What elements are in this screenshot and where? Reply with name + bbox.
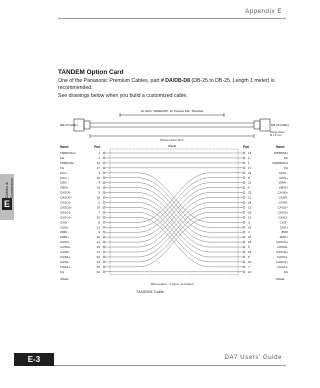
footer-rule xyxy=(54,365,286,366)
left-pin-name: ZMIN+ xyxy=(60,235,70,240)
left-pad-dot xyxy=(103,182,105,184)
right-pin-name: CKIN+ xyxy=(279,175,288,180)
left-pad-dot xyxy=(103,162,105,164)
left-pin-name: CASI0+ xyxy=(60,245,71,250)
footer-manual-title: DA7 Users' Guide xyxy=(224,355,282,361)
right-pad-dot xyxy=(243,187,245,189)
left-pin-name: CASO1- xyxy=(60,210,72,215)
right-pad-dot xyxy=(243,246,245,248)
left-pin-pad: 18 xyxy=(96,195,100,200)
right-pin-name: CASI1+ xyxy=(277,205,288,210)
right-pad-dot xyxy=(243,236,245,238)
left-pin-pad: 11 xyxy=(96,240,100,245)
left-pad-dot xyxy=(103,251,105,253)
right-pin-pad: 16 xyxy=(248,235,252,240)
right-pin-name: CASI1+ xyxy=(277,210,288,215)
left-pin-pad: 4 xyxy=(98,180,100,185)
left-pad-dot xyxy=(103,231,105,233)
left-pin-pad: 17 xyxy=(96,165,100,170)
right-pad-dot xyxy=(243,152,245,154)
right-pad-dot xyxy=(243,251,245,253)
right-pin-pad: 7 xyxy=(248,264,250,269)
left-pin-name: FG xyxy=(60,165,65,170)
left-pin-pad: 15 xyxy=(96,175,100,180)
left-pin-pad: 6 xyxy=(98,200,100,205)
right-pin-pad: 2 xyxy=(248,155,250,160)
right-pin-pad: 11 xyxy=(248,195,252,200)
right-pin-pad: 6 xyxy=(248,254,250,259)
left-pin-pad: 3 xyxy=(98,170,100,175)
right-pin-pad: 19 xyxy=(248,250,252,254)
left-pin-pad: 9 xyxy=(98,230,100,235)
left-pad-dot xyxy=(103,236,105,238)
right-pin-pad: 9 xyxy=(248,185,250,190)
wiring-rows xyxy=(60,149,289,275)
left-pin-pad: 5 xyxy=(98,190,100,195)
left-pad-dot xyxy=(103,266,105,268)
right-pin-name: FMIRFMLI xyxy=(273,151,288,155)
right-pad-dot xyxy=(243,261,245,263)
left-pad-dot xyxy=(103,216,105,218)
side-tab-letter: E xyxy=(3,199,10,209)
right-pad-dot xyxy=(243,206,245,208)
left-pin-pad: 24 xyxy=(96,254,100,259)
shield-right-label: Shield xyxy=(276,277,285,281)
right-pin-pad: 25 xyxy=(248,210,252,215)
left-pin-pad: 16 xyxy=(96,185,100,190)
left-pin-pad: 13 xyxy=(96,259,100,264)
right-connector-shape xyxy=(260,119,270,131)
left-pad-dot xyxy=(103,221,105,223)
left-pad-dot xyxy=(103,256,105,258)
left-pin-name: CKO - xyxy=(60,170,69,175)
left-pin-name: CASI0- xyxy=(60,240,70,245)
right-pad-dot xyxy=(243,202,245,204)
right-pin-pad: 23 xyxy=(248,190,252,195)
side-tab-line-2: Connectors xyxy=(9,178,14,199)
left-header-name: Name xyxy=(60,145,69,149)
left-pad-dot xyxy=(103,177,105,179)
left-pin-pad: 20 xyxy=(96,215,100,220)
right-pin-name: CASO1+ xyxy=(276,259,288,264)
right-pin-pad: 13 xyxy=(248,215,252,220)
left-header-pad: Pad xyxy=(94,145,100,149)
right-pin-pad: 10 xyxy=(248,269,252,274)
right-pad-dot xyxy=(243,157,245,159)
right-pad-dot xyxy=(243,167,245,169)
left-pin-pad: 1 xyxy=(98,151,100,155)
page-number-tab: E-3 xyxy=(14,353,54,366)
cable-spec-label: 22 AWG, WIRE9255, 12 Twisted Pair, Shielded xyxy=(140,109,204,113)
wiring-diagram xyxy=(58,144,290,288)
left-pad-dot xyxy=(103,197,105,199)
right-pin-pad: 3 xyxy=(248,220,250,225)
right-pin-name: ZMIN - xyxy=(278,180,288,185)
right-pin-pad: 17 xyxy=(248,165,252,170)
left-pin-name: FMIRFMLI xyxy=(60,160,75,165)
right-pin-name: CASO1- xyxy=(276,264,288,269)
page-header-title: Appendix E xyxy=(245,9,282,15)
left-pin-name: CASI1- xyxy=(60,259,70,264)
section-title: TANDEM Option Card xyxy=(58,69,124,76)
right-pin-pad: 8 xyxy=(248,175,250,180)
right-pad-dot xyxy=(243,162,245,164)
left-pin-name: ZMO+ xyxy=(60,185,69,190)
left-pin-pad: 25 xyxy=(96,264,100,269)
left-pin-name: CASI1+ xyxy=(60,254,71,259)
left-pin-name: CKIN - xyxy=(60,220,69,225)
left-pad-dot xyxy=(103,172,105,174)
intro-prefix: One of the Panasonic Premium Cables, part xyxy=(58,78,161,84)
left-pin-name: ZMO - xyxy=(60,180,69,185)
left-pin-name: FMIRFMLO xyxy=(60,151,76,155)
right-pad-dot xyxy=(243,197,245,199)
left-pin-name: ZMIN - xyxy=(60,230,70,235)
right-pad-dot xyxy=(243,256,245,258)
left-pad-dot xyxy=(103,192,105,194)
left-pad-dot xyxy=(103,152,105,154)
fixing-screw-size: M 2.6 mm xyxy=(270,134,282,137)
left-pad-dot xyxy=(103,167,105,169)
right-pin-name: CKO - xyxy=(279,220,288,225)
left-pin-pad: 22 xyxy=(96,235,100,240)
right-pin-name: FG xyxy=(283,155,288,160)
right-header-pad: Pad xyxy=(243,145,249,149)
left-pad-dot xyxy=(103,206,105,208)
right-pin-name: CASI0- xyxy=(278,200,288,205)
right-connector-label: DB-25 (Male) xyxy=(271,123,289,127)
right-pin-name: CASO1- xyxy=(276,254,288,259)
left-pin-name: CASO1+ xyxy=(60,205,72,210)
right-pin-name: ZMO+ xyxy=(279,235,288,240)
right-pin-pad: 12 xyxy=(248,205,252,210)
right-pin-pad: 1 xyxy=(248,160,250,165)
left-pin-pad: 7 xyxy=(98,210,100,215)
left-pin-name: CASO1+ xyxy=(60,215,72,220)
right-pin-pad: 14 xyxy=(248,151,252,155)
right-pin-pad: 21 xyxy=(248,170,252,175)
right-pin-name: CASO0+ xyxy=(276,240,288,245)
part-number: # DA/DB-D8 xyxy=(160,78,191,84)
intro-suffix: (DB-25 to DB-25, Length 1 meter) is recommended. xyxy=(58,78,275,92)
right-pin-name: CASO0+ xyxy=(276,250,288,254)
right-pin-name: CASO0- xyxy=(276,245,288,250)
left-pad-dot xyxy=(103,157,105,159)
right-pad-dot xyxy=(243,211,245,213)
diagram-caption: TANDEM Cable xyxy=(135,289,165,294)
left-pad-dot xyxy=(103,241,105,243)
right-pin-pad: 20 xyxy=(248,259,252,264)
right-pad-dot xyxy=(243,241,245,243)
left-pad-dot xyxy=(103,187,105,189)
left-pin-name: CKO + xyxy=(60,175,70,180)
shield-top-label: Shield xyxy=(167,144,177,148)
right-pad-dot xyxy=(243,231,245,233)
right-pin-name: ZMIN+ xyxy=(278,185,288,190)
left-pin-name: CASI1+ xyxy=(60,264,71,269)
right-pad-dot xyxy=(243,271,245,273)
left-pin-name: FG xyxy=(60,269,65,274)
left-pad-dot xyxy=(103,202,105,204)
left-pin-name: CASO1- xyxy=(60,200,72,205)
right-pin-pad: 24 xyxy=(248,200,252,205)
intro-paragraph xyxy=(58,78,290,100)
left-pin-pad: 23 xyxy=(96,245,100,250)
right-pin-pad: 18 xyxy=(248,240,252,245)
right-pin-name: CASI1- xyxy=(278,215,288,220)
right-pad-dot xyxy=(243,177,245,179)
right-pad-dot xyxy=(243,216,245,218)
right-pad-dot xyxy=(243,226,245,228)
right-pin-pad: 15 xyxy=(248,225,252,230)
left-pad-dot xyxy=(103,246,105,248)
side-tab-text xyxy=(4,178,14,198)
right-pin-name: CASI0+ xyxy=(277,190,288,195)
intro-line-2: See drawings below when you build a customized cable. xyxy=(58,92,188,99)
right-pin-name: FG xyxy=(283,165,288,170)
shield-left-label: Shield xyxy=(60,277,69,281)
left-pin-name: CASI0- xyxy=(60,250,70,254)
left-pad-dot xyxy=(103,261,105,263)
header-rule xyxy=(58,18,286,19)
left-connector-label: DB-25 (Male) xyxy=(60,123,78,127)
right-pin-name: ZMO xyxy=(281,230,288,235)
left-pin-pad: 19 xyxy=(96,205,100,210)
right-pin-pad: 4 xyxy=(248,230,250,235)
left-pin-pad: 21 xyxy=(96,225,100,230)
left-pin-name: CASO0- xyxy=(60,190,72,195)
left-pin-pad: 14 xyxy=(96,160,100,165)
fixing-screw-note: Fixing screw xyxy=(270,131,285,134)
length-label: Shorter than 15 m xyxy=(159,138,185,142)
left-pin-pad: 12 xyxy=(96,250,100,254)
right-pin-pad: 5 xyxy=(248,245,250,250)
left-pin-pad: 2 xyxy=(98,155,100,160)
left-pin-name: CASO0+ xyxy=(60,195,72,200)
right-pad-dot xyxy=(243,182,245,184)
left-pad-dot xyxy=(103,271,105,273)
right-pin-name: CKO+ xyxy=(279,225,288,230)
left-pin-name: FG xyxy=(60,155,65,160)
left-pin-pad: 10 xyxy=(96,269,100,274)
left-pad-dot xyxy=(103,226,105,228)
shield-note: Wiremodem : 1-Input, 1x-Output xyxy=(150,282,194,286)
right-pad-dot xyxy=(243,192,245,194)
right-pad-dot xyxy=(243,172,245,174)
right-pad-dot xyxy=(243,266,245,268)
right-pin-name: FMIRFMLO xyxy=(272,160,288,165)
side-tab-line-1: Cables & xyxy=(4,182,9,199)
right-pin-name: CASI0- xyxy=(278,195,288,200)
cable-overview-diagram xyxy=(58,105,290,143)
right-pin-pad: 22 xyxy=(248,180,252,185)
right-pin-name: CKIN - xyxy=(279,170,288,175)
left-pin-name: CKIN+ xyxy=(60,225,69,230)
left-pin-pad: 8 xyxy=(98,220,100,225)
right-pin-name: FG xyxy=(283,269,288,274)
right-pad-dot xyxy=(243,221,245,223)
right-header-name: Name xyxy=(276,145,285,149)
left-pad-dot xyxy=(103,211,105,213)
